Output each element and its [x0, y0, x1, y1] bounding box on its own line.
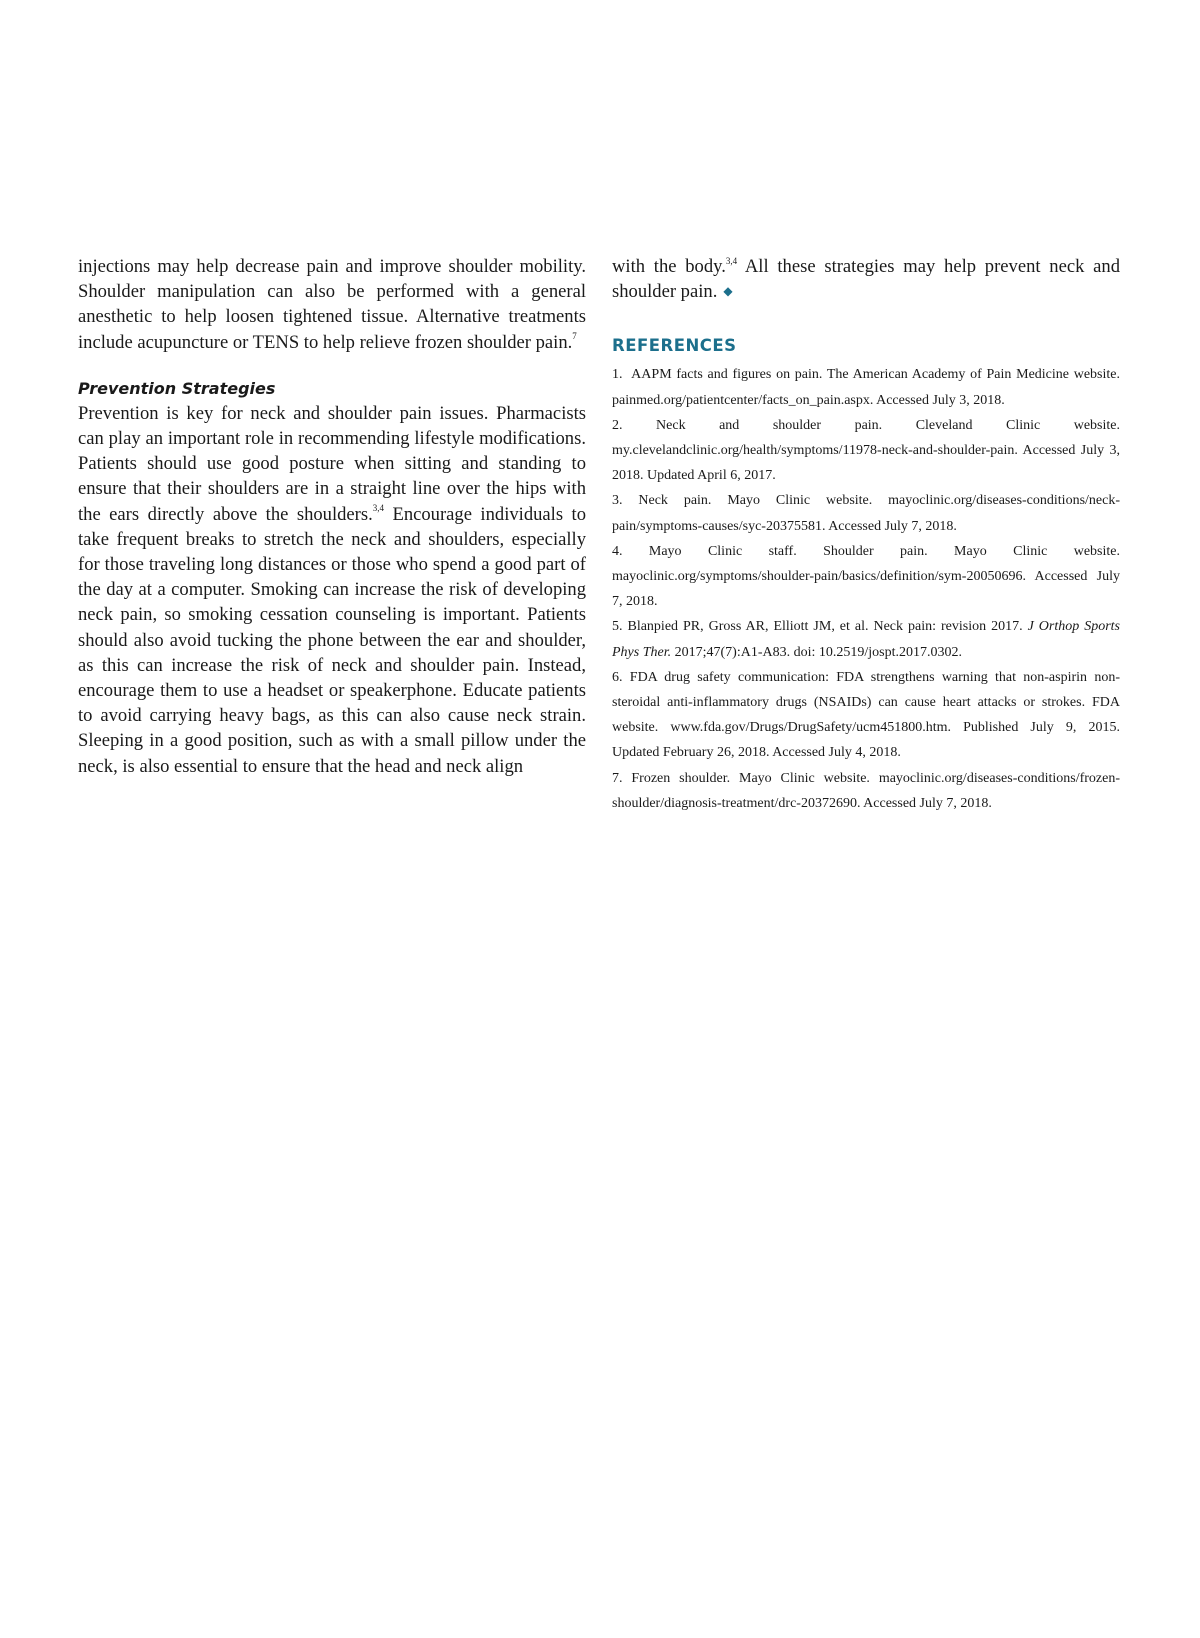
citation-superscript: 3,4	[372, 503, 385, 514]
prevention-paragraph	[78, 401, 586, 779]
reference-item: 2. Neck and shoulder pain. Cleveland Clinic website. my.clevelandclinic.org/health/symptoms/11978-neck-and-shoulder-pain. Accessed July 3, 2018. Updated April 6, 2017.	[612, 417, 1120, 484]
reference-item: 6. FDA drug safety communication: FDA strengthens warning that non-aspirin nonsteroidal anti-inflammatory drugs (NSAIDs) can cause heart attacks or strokes. FDA website. www.fda.gov/Drugs/DrugSafety/ucm451800.htm. Published July 9, 2015. Updated February 26, 2018. Accessed July 4, 2018.	[612, 669, 1120, 761]
closing-text-part2: All these strategies may help prevent neck and shoulder pain.	[612, 256, 1120, 303]
reference-item	[612, 614, 1120, 664]
references-list	[612, 362, 1120, 816]
treatment-paragraph	[78, 254, 586, 355]
section-subheading: Prevention Strategies	[78, 378, 276, 398]
left-column	[78, 254, 586, 779]
prevention-text-part1: Prevention is key for neck and shoulder pain issues. Pharmacists can play an important role in recommending lifestyle modifications. Patients should use good posture when sitting and standing to ensure that their shoulders are in a straight line over the hips with the ears directly above the shoulders.	[78, 402, 586, 525]
citation-superscript: 7	[572, 331, 577, 342]
reference-item: 1. AAPM facts and figures on pain. The American Academy of Pain Medicine website. painmed.org/patientcenter/facts_on_pain.aspx. Accessed July 3, 2018.	[612, 367, 1120, 408]
closing-text-part1: with the body.	[612, 256, 726, 277]
treatment-text: injections may help decrease pain and improve shoulder mobility. Shoulder manipulation can also be performed with a general anesthetic to help loosen tightened tissue. Alternative treatments include acupuncture or TENS to help relieve frozen shoulder pain.	[78, 256, 586, 353]
closing-paragraph	[612, 254, 1120, 306]
reference-text: 2017;47(7):A1-A83. doi: 10.2519/jospt.2017.0302.	[671, 644, 963, 660]
reference-item: 4. Mayo Clinic staff. Shoulder pain. Mayo Clinic website. mayoclinic.org/symptoms/shoulder-pain/basics/definition/sym-20050696. Accessed July 7, 2018.	[612, 543, 1120, 610]
reference-item: 3. Neck pain. Mayo Clinic website. mayoclinic.org/diseases-conditions/neck-pain/symptoms-causes/syc-20375581. Accessed July 7, 2018.	[612, 493, 1120, 534]
citation-superscript: 3,4	[725, 255, 738, 266]
references-heading: REFERENCES	[612, 336, 737, 356]
reference-item: 7. Frozen shoulder. Mayo Clinic website. mayoclinic.org/diseases-conditions/frozen-shoulder/diagnosis-treatment/drc-20372690. Accessed July 7, 2018.	[612, 770, 1120, 811]
right-column	[612, 254, 1120, 816]
end-of-article-diamond-icon: ◆	[723, 284, 733, 299]
journal-title: J Orthop Sports Phys Ther.	[612, 619, 1120, 660]
reference-text: 5. Blanpied PR, Gross AR, Elliott JM, et al. Neck pain: revision 2017.	[612, 619, 1028, 635]
prevention-text-part2: Encourage individuals to take frequent breaks to stretch the neck and shoulders, especially for those traveling long distances or those who spend a good part of the day at a computer. Smoking can increase the risk of developing neck pain, so smoking cessation counseling is important. Patients should also avoid tucking the phone between the ear and shoulder, as this can increase the risk of neck and shoulder pain. Instead, encourage them to use a headset or speakerphone. Educate patients to avoid carrying heavy bags, as this can also cause neck strain. Sleeping in a good position, such as with a small pillow under the neck, is also essential to ensure that the head and neck align	[78, 503, 586, 777]
